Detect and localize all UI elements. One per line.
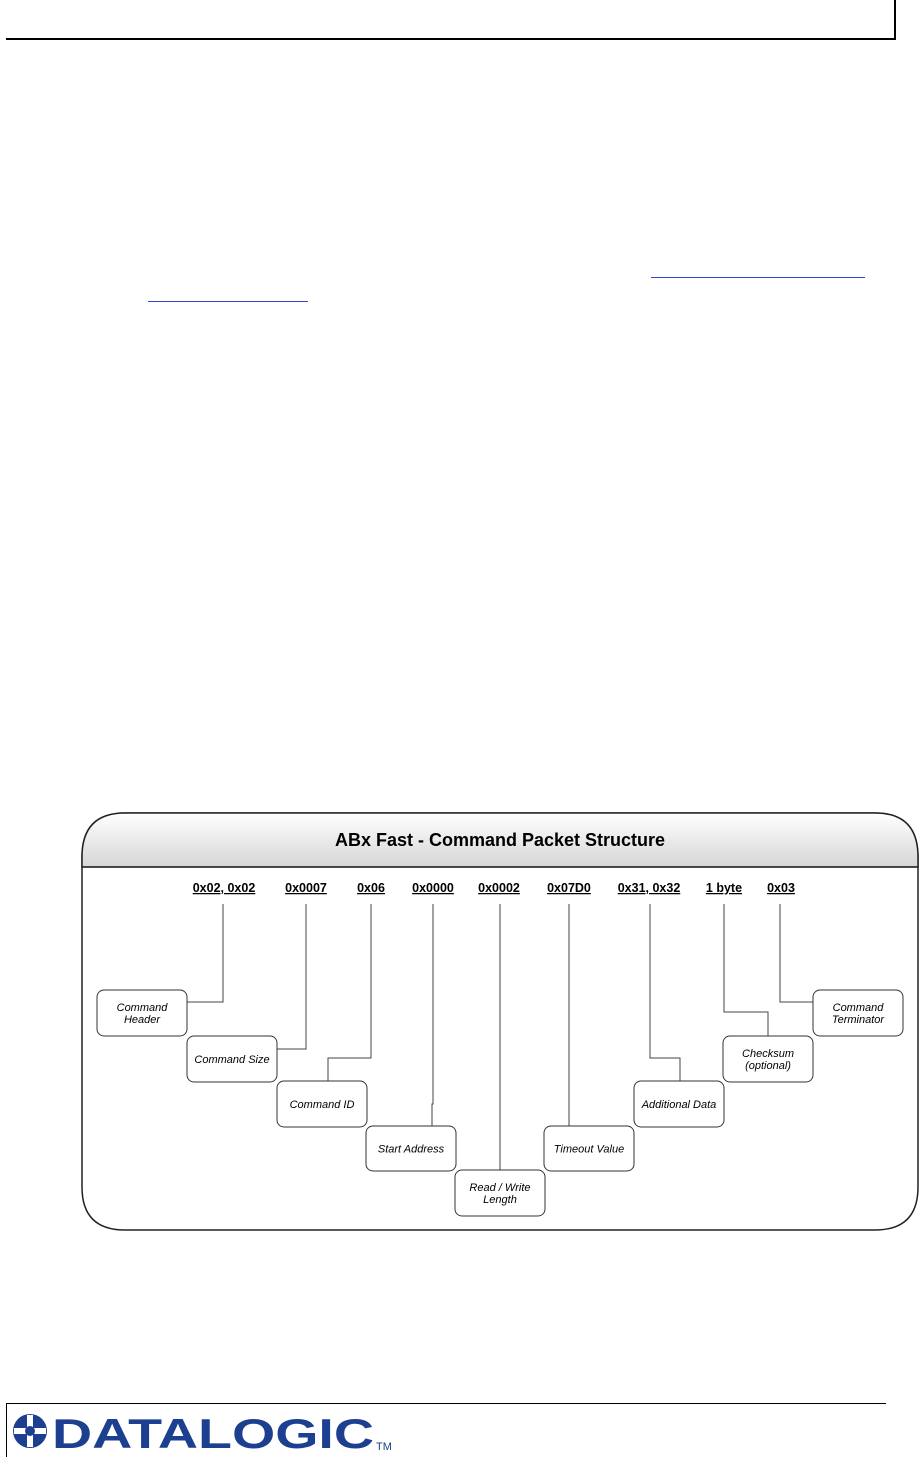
field-value: 0x0002: [478, 881, 520, 895]
command-packet-diagram: [80, 812, 920, 1232]
description-label: Command: [116, 1002, 168, 1014]
field-description-box: [723, 1036, 813, 1082]
header-rule: [6, 38, 896, 40]
description-label: Checksum: [742, 1048, 794, 1060]
field-value: 0x07D0: [547, 881, 591, 895]
field-description-box: [455, 1170, 545, 1216]
footer-rule-tick: [6, 1403, 7, 1457]
header-rule-tick: [894, 0, 896, 40]
field-description-box: [187, 1036, 277, 1082]
logo-wordmark: DATALOGIC: [52, 1410, 374, 1456]
logo-trademark: TM: [376, 1441, 392, 1453]
description-label: Command Size: [194, 1054, 270, 1066]
description-label: Timeout Value: [553, 1143, 625, 1156]
field-value: 0x0007: [285, 881, 327, 895]
description-label: Terminator: [831, 1014, 885, 1026]
field-description-box: [277, 1081, 367, 1127]
description-label: (optional): [745, 1060, 791, 1072]
field-value: 0x02, 0x02: [192, 881, 256, 895]
description-label: Header: [123, 1014, 161, 1026]
hyperlink-underline[interactable]: [651, 277, 865, 278]
description-label: Length: [483, 1194, 517, 1206]
description-label: Additional Data: [641, 1099, 717, 1111]
footer-rule: [6, 1403, 886, 1404]
field-description-box: [634, 1081, 724, 1127]
hyperlink-underline[interactable]: [148, 301, 308, 302]
field-description-box: [544, 1126, 634, 1171]
field-value: 0x03: [767, 881, 795, 895]
field-description-box: [813, 990, 903, 1036]
description-label: Command ID: [289, 1099, 355, 1111]
field-value: 0x31, 0x32: [617, 881, 681, 895]
field-description-box: [366, 1126, 456, 1171]
description-label: Command: [832, 1002, 884, 1014]
description-label: Start Address: [377, 1143, 445, 1156]
logo-emblem-icon: [13, 1414, 47, 1448]
field-value: 0x06: [357, 881, 385, 895]
field-value: 0x0000: [412, 881, 454, 895]
diagram-title: ABx Fast - Command Packet Structure: [334, 830, 666, 850]
field-value: 1 byte: [705, 881, 743, 895]
datalogic-logo: [8, 1408, 398, 1456]
field-description-box: [97, 990, 187, 1036]
description-label: Read / Write: [469, 1182, 531, 1194]
